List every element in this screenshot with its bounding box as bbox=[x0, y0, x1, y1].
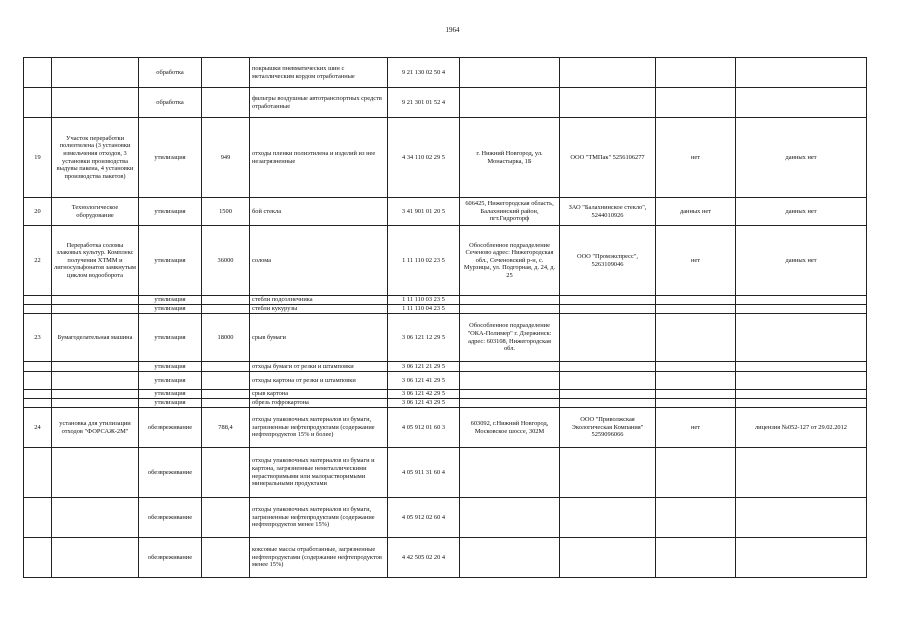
cell-waste-name: срыв бумаги bbox=[250, 314, 388, 362]
cell-address bbox=[460, 390, 560, 399]
cell-organization bbox=[560, 390, 656, 399]
cell-organization bbox=[560, 372, 656, 390]
cell-waste-name: коксовые массы отработанные, загрязненные нефтепродуктами (содержание нефтепродуктов менее 15%) bbox=[250, 538, 388, 578]
table-row bbox=[24, 390, 867, 399]
cell-license-flag bbox=[656, 372, 736, 390]
cell-organization: ООО "Приволжская Экологическая Компания" 5259096066 bbox=[560, 408, 656, 448]
cell-license-flag bbox=[656, 498, 736, 538]
cell-facility bbox=[52, 448, 139, 498]
cell-organization bbox=[560, 58, 656, 88]
cell-operation: обработка bbox=[139, 58, 202, 88]
cell-capacity: 1500 bbox=[202, 198, 250, 226]
cell-address bbox=[460, 498, 560, 538]
cell-license-info: данных нет bbox=[736, 226, 867, 296]
cell-address: Обособленное подразделение Сеченово адрес: Нижегородская обл., Сеченовский р-н, с. Мурзицы, ул. Подгорная, д. 24, д. 25 bbox=[460, 226, 560, 296]
cell-organization bbox=[560, 498, 656, 538]
cell-license-flag bbox=[656, 58, 736, 88]
cell-waste-name: отходы упаковочных материалов из бумаги, загрязненные нефтепродуктами (содержание нефтепродуктов 15% и более) bbox=[250, 408, 388, 448]
cell-license-flag bbox=[656, 362, 736, 372]
cell-facility: установка для утилизации отходов "ФОРСАЖ-2М" bbox=[52, 408, 139, 448]
cell-operation: утилизация bbox=[139, 226, 202, 296]
table-row bbox=[24, 372, 867, 390]
cell-license-flag bbox=[656, 305, 736, 314]
cell-fkko-code: 3 41 901 01 20 5 bbox=[388, 198, 460, 226]
cell-facility: Технологическое оборудование bbox=[52, 198, 139, 226]
cell-license-info bbox=[736, 498, 867, 538]
cell-fkko-code: 4 05 912 02 60 4 bbox=[388, 498, 460, 538]
cell-address bbox=[460, 399, 560, 408]
cell-license-flag: данных нет bbox=[656, 198, 736, 226]
cell-address bbox=[460, 88, 560, 118]
cell-row-number bbox=[24, 362, 52, 372]
cell-row-number bbox=[24, 538, 52, 578]
cell-license-info bbox=[736, 305, 867, 314]
cell-address: Обособленное подразделение "ОКА-Полимер" г. Дзержинск: адрес: 603108, Нижегородская обл. bbox=[460, 314, 560, 362]
cell-row-number bbox=[24, 390, 52, 399]
cell-fkko-code: 1 11 110 03 23 5 bbox=[388, 296, 460, 305]
cell-operation: утилизация bbox=[139, 390, 202, 399]
table-row bbox=[24, 362, 867, 372]
cell-facility: Бумагоделательная машина bbox=[52, 314, 139, 362]
cell-fkko-code: 1 11 110 04 23 5 bbox=[388, 305, 460, 314]
cell-facility bbox=[52, 362, 139, 372]
cell-facility bbox=[52, 296, 139, 305]
cell-license-info bbox=[736, 362, 867, 372]
cell-organization: ООО "ТМПак" 5256106277 bbox=[560, 118, 656, 198]
cell-address: г. Нижний Новгород, ул. Монастырка, 1Б bbox=[460, 118, 560, 198]
cell-row-number: 23 bbox=[24, 314, 52, 362]
cell-row-number bbox=[24, 296, 52, 305]
cell-operation: утилизация bbox=[139, 362, 202, 372]
cell-row-number bbox=[24, 305, 52, 314]
cell-operation: утилизация bbox=[139, 198, 202, 226]
cell-license-flag: нет bbox=[656, 226, 736, 296]
cell-facility bbox=[52, 538, 139, 578]
cell-fkko-code: 3 06 121 12 29 5 bbox=[388, 314, 460, 362]
cell-license-flag bbox=[656, 296, 736, 305]
cell-capacity: 949 bbox=[202, 118, 250, 198]
cell-organization bbox=[560, 538, 656, 578]
table-row bbox=[24, 498, 867, 538]
table-row bbox=[24, 408, 867, 448]
cell-operation: обработка bbox=[139, 88, 202, 118]
table-row bbox=[24, 118, 867, 198]
cell-waste-name: обрезь гофрокартона bbox=[250, 399, 388, 408]
cell-address: 603092, г.Нижний Новгород, Московское шоссе, 302М bbox=[460, 408, 560, 448]
cell-organization bbox=[560, 314, 656, 362]
cell-license-info bbox=[736, 88, 867, 118]
cell-waste-name: фильтры воздушные автотранспортных средств отработанные bbox=[250, 88, 388, 118]
cell-waste-name: отходы пленки полиэтилена и изделий из нее незагрязненные bbox=[250, 118, 388, 198]
cell-organization bbox=[560, 88, 656, 118]
cell-facility: Переработка соломы злаковых культур. Комплекс получения ХТММ и лигносульфонатов замкнутым циклом водооборота bbox=[52, 226, 139, 296]
cell-license-flag bbox=[656, 314, 736, 362]
cell-facility: Участок переработки полиэтилена (3 установки измельчения отходов, 3 установки производства выдувы пакеиа, 4 установки производства пакетов) bbox=[52, 118, 139, 198]
cell-operation: утилизация bbox=[139, 314, 202, 362]
cell-fkko-code: 9 21 301 01 52 4 bbox=[388, 88, 460, 118]
cell-fkko-code: 3 06 121 21 29 5 bbox=[388, 362, 460, 372]
cell-row-number: 24 bbox=[24, 408, 52, 448]
cell-license-info: данных нет bbox=[736, 118, 867, 198]
cell-organization bbox=[560, 305, 656, 314]
table-row bbox=[24, 88, 867, 118]
cell-fkko-code: 1 11 110 02 23 5 bbox=[388, 226, 460, 296]
cell-address bbox=[460, 372, 560, 390]
cell-organization bbox=[560, 296, 656, 305]
cell-capacity bbox=[202, 390, 250, 399]
cell-capacity: 788,4 bbox=[202, 408, 250, 448]
table-row bbox=[24, 538, 867, 578]
cell-address bbox=[460, 448, 560, 498]
cell-license-info bbox=[736, 58, 867, 88]
cell-operation: утилизация bbox=[139, 118, 202, 198]
cell-fkko-code: 4 05 912 01 60 3 bbox=[388, 408, 460, 448]
cell-facility bbox=[52, 88, 139, 118]
cell-license-info bbox=[736, 399, 867, 408]
waste-table bbox=[23, 57, 867, 578]
cell-row-number bbox=[24, 399, 52, 408]
cell-address: 606425, Нижегородская область, Балахнинский район, пгт.Гидроторф bbox=[460, 198, 560, 226]
table-row bbox=[24, 198, 867, 226]
cell-capacity bbox=[202, 88, 250, 118]
cell-capacity bbox=[202, 538, 250, 578]
cell-address bbox=[460, 296, 560, 305]
cell-operation: утилизация bbox=[139, 296, 202, 305]
cell-license-flag bbox=[656, 399, 736, 408]
table-row bbox=[24, 305, 867, 314]
cell-row-number bbox=[24, 448, 52, 498]
cell-facility bbox=[52, 399, 139, 408]
cell-license-info: лицензия №052-127 от 29.02.2012 bbox=[736, 408, 867, 448]
cell-row-number: 20 bbox=[24, 198, 52, 226]
cell-organization bbox=[560, 448, 656, 498]
cell-row-number bbox=[24, 372, 52, 390]
cell-operation: утилизация bbox=[139, 399, 202, 408]
cell-license-info bbox=[736, 372, 867, 390]
page-number: 1964 bbox=[445, 26, 460, 34]
cell-organization bbox=[560, 399, 656, 408]
cell-license-info bbox=[736, 314, 867, 362]
cell-license-info bbox=[736, 448, 867, 498]
cell-facility bbox=[52, 372, 139, 390]
cell-license-info bbox=[736, 538, 867, 578]
cell-capacity bbox=[202, 362, 250, 372]
cell-row-number bbox=[24, 88, 52, 118]
cell-waste-name: бой стекла bbox=[250, 198, 388, 226]
cell-operation: утилизация bbox=[139, 372, 202, 390]
cell-capacity bbox=[202, 372, 250, 390]
cell-operation: утилизация bbox=[139, 305, 202, 314]
cell-address bbox=[460, 305, 560, 314]
cell-facility bbox=[52, 305, 139, 314]
cell-fkko-code: 3 06 121 41 29 5 bbox=[388, 372, 460, 390]
cell-operation: обезвреживание bbox=[139, 538, 202, 578]
table-row bbox=[24, 58, 867, 88]
cell-row-number: 19 bbox=[24, 118, 52, 198]
cell-license-info bbox=[736, 296, 867, 305]
cell-facility bbox=[52, 498, 139, 538]
cell-capacity bbox=[202, 58, 250, 88]
cell-facility bbox=[52, 58, 139, 88]
cell-waste-name: покрышки пневматических шин с металлическим кордом отработанные bbox=[250, 58, 388, 88]
cell-capacity bbox=[202, 296, 250, 305]
table-row bbox=[24, 296, 867, 305]
cell-fkko-code: 4 34 110 02 29 5 bbox=[388, 118, 460, 198]
cell-waste-name: отходы упаковочных материалов из бумаги, загрязненные нефтепродуктами (содержание нефтепродуктов менее 15%) bbox=[250, 498, 388, 538]
cell-organization: ООО "Промэкспресс", 5263109046 bbox=[560, 226, 656, 296]
cell-license-flag: нет bbox=[656, 118, 736, 198]
cell-license-flag bbox=[656, 88, 736, 118]
cell-organization bbox=[560, 362, 656, 372]
cell-license-flag bbox=[656, 390, 736, 399]
cell-license-flag bbox=[656, 448, 736, 498]
cell-operation: обезвреживание bbox=[139, 408, 202, 448]
table-row bbox=[24, 448, 867, 498]
cell-license-flag bbox=[656, 538, 736, 578]
cell-waste-name: стебли кукурузы bbox=[250, 305, 388, 314]
cell-capacity: 36000 bbox=[202, 226, 250, 296]
table-row bbox=[24, 226, 867, 296]
cell-organization: ЗАО "Балахнинское стекло", 5244010926 bbox=[560, 198, 656, 226]
cell-capacity: 18000 bbox=[202, 314, 250, 362]
cell-fkko-code: 9 21 130 02 50 4 bbox=[388, 58, 460, 88]
cell-capacity bbox=[202, 399, 250, 408]
cell-waste-name: отходы упаковочных материалов из бумаги и картона, загрязненные неметаллическими нерастворимыми или малорастворимыми минеральными продуктами bbox=[250, 448, 388, 498]
cell-row-number: 22 bbox=[24, 226, 52, 296]
cell-address bbox=[460, 362, 560, 372]
cell-waste-name: срыв картона bbox=[250, 390, 388, 399]
cell-operation: обезвреживание bbox=[139, 448, 202, 498]
cell-waste-name: отходы бумаги от резки и штамповки bbox=[250, 362, 388, 372]
cell-row-number bbox=[24, 498, 52, 538]
cell-license-info bbox=[736, 390, 867, 399]
cell-waste-name: стебли подсолнечника bbox=[250, 296, 388, 305]
table-row bbox=[24, 314, 867, 362]
cell-fkko-code: 3 06 121 42 29 5 bbox=[388, 390, 460, 399]
cell-address bbox=[460, 538, 560, 578]
cell-capacity bbox=[202, 305, 250, 314]
cell-capacity bbox=[202, 498, 250, 538]
cell-fkko-code: 3 06 121 43 29 5 bbox=[388, 399, 460, 408]
cell-capacity bbox=[202, 448, 250, 498]
cell-operation: обезвреживание bbox=[139, 498, 202, 538]
table-row bbox=[24, 399, 867, 408]
cell-waste-name: солома bbox=[250, 226, 388, 296]
cell-fkko-code: 4 42 505 02 20 4 bbox=[388, 538, 460, 578]
cell-row-number bbox=[24, 58, 52, 88]
cell-license-info: данных нет bbox=[736, 198, 867, 226]
cell-address bbox=[460, 58, 560, 88]
cell-license-flag: нет bbox=[656, 408, 736, 448]
cell-waste-name: отходы картона от резки и штамповки bbox=[250, 372, 388, 390]
cell-facility bbox=[52, 390, 139, 399]
cell-fkko-code: 4 05 911 31 60 4 bbox=[388, 448, 460, 498]
